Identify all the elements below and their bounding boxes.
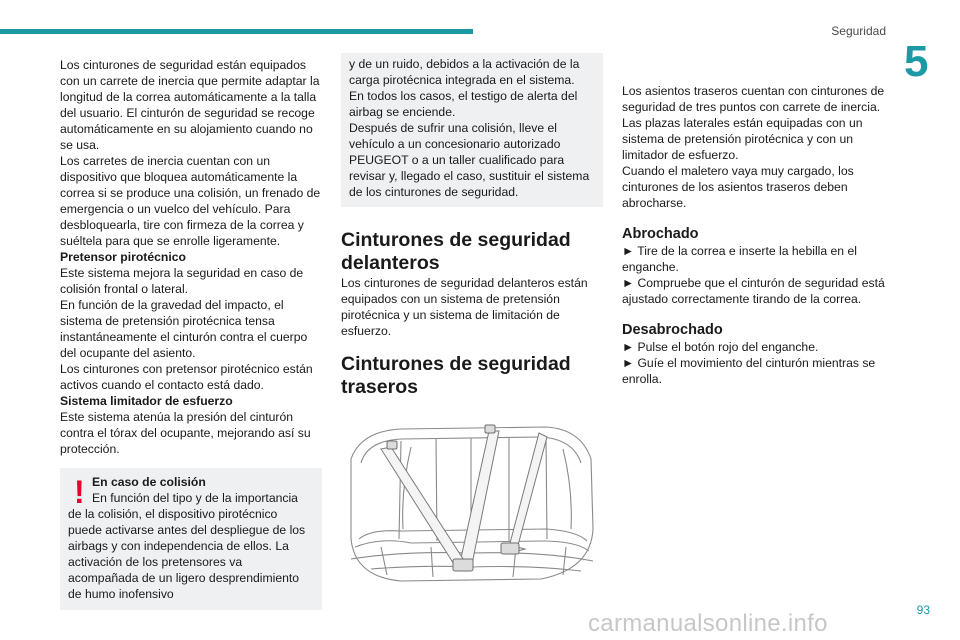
paragraph: Los cinturones con pretensor pirotécnico están activos cuando el contacto está dado. xyxy=(60,362,313,392)
paragraph: Los asientos traseros cuentan con cinturones de seguridad de tres puntos con carrete de inercia. xyxy=(622,84,885,114)
rear-seat-belts-illustration xyxy=(341,419,603,597)
warning-box xyxy=(60,468,322,610)
paragraph: Los cinturones de seguridad están equipados con un carrete de inercia que permite adaptar la longitud de la correa automáticamente a la talla del usuario. El cinturón de seguridad se recoge automáticamente en su alojamiento cuando no se usa. xyxy=(60,58,320,152)
watermark: carmanualsonline.info xyxy=(588,610,828,637)
header-accent-bar xyxy=(0,29,473,34)
paragraph: Este sistema atenúa la presión del cinturón contra el tórax del ocupante, mejorando así su protección. xyxy=(60,410,311,456)
note-text: y de un ruido, debidos a la activación de la carga pirotécnica integrada en el sistema. xyxy=(349,57,580,87)
warning-text: En función del tipo y de la importancia xyxy=(92,491,298,505)
subheading-force-limiter: Sistema limitador de esfuerzo xyxy=(60,394,233,408)
step: ► Tire de la correa e inserte la hebilla en el enganche. xyxy=(622,244,857,274)
middle-column xyxy=(341,57,603,601)
subheading-pretensioner: Pretensor pirotécnico xyxy=(60,250,186,264)
step: ► Compruebe que el cinturón de seguridad está ajustado correctamente tirando de la correa. xyxy=(622,276,885,306)
paragraph: Los carretes de inercia cuentan con un dispositivo que bloquea automáticamente la correa si se produce una colisión, un frenado de emergencia o un vuelco del vehículo. Para desbloquearla, tire con firmeza de la correa y suéltela para que se enrolle ligeramente. xyxy=(60,154,321,248)
warning-title: En caso de colisión xyxy=(92,475,206,489)
warning-box-continued xyxy=(341,53,603,207)
note-text: Después de sufrir una colisión, lleve el vehículo a un concesionario autorizado PEUGEOT o a un taller cualificado para revisar y, llegado el caso, sustituir el sistema de los cinturones de seguridad. xyxy=(349,121,590,199)
paragraph: Las plazas laterales están equipadas con un sistema de pretensión pirotécnica y con un limitador de esfuerzo. xyxy=(622,116,863,162)
page-number: 93 xyxy=(916,603,930,617)
heading-unbuckle: Desabrochado xyxy=(622,322,723,338)
heading-buckle: Abrochado xyxy=(622,226,699,242)
paragraph: Cuando el maletero vaya muy cargado, los cinturones de los asientos traseros deben abrocharse. xyxy=(622,164,854,210)
heading-front-belts: Cinturones de seguridad delanteros xyxy=(341,229,571,274)
left-column xyxy=(60,57,322,610)
heading-rear-belts: Cinturones de seguridad traseros xyxy=(341,353,571,398)
right-column xyxy=(622,83,887,387)
paragraph: En función de la gravedad del impacto, el sistema de pretensión pirotécnica tensa instantáneamente el cinturón contra el cuerpo del ocupante del asiento. xyxy=(60,298,308,360)
note-text: En todos los casos, el testigo de alerta del airbag se enciende. xyxy=(349,89,578,119)
step: ► Pulse el botón rojo del enganche. xyxy=(622,340,819,354)
warning-icon: ! xyxy=(74,474,85,510)
step: ► Guíe el movimiento del cinturón mientras se enrolla. xyxy=(622,356,876,386)
paragraph: Los cinturones de seguridad delanteros están equipados con un sistema de pretensión pirotécnica y un sistema de limitación de esfuerzo. xyxy=(341,276,588,338)
warning-text-continued: de la colisión, el dispositivo pirotécnico puede activarse antes del despliegue de los airbags y con independencia de ellos. La activación de los pretensores va acompañada de un ligero desprendimiento de humo inofensivo xyxy=(68,507,306,601)
paragraph: Este sistema mejora la seguridad en caso de colisión frontal o lateral. xyxy=(60,266,304,296)
section-title: Seguridad xyxy=(831,24,886,38)
chapter-number: 5 xyxy=(904,37,929,86)
